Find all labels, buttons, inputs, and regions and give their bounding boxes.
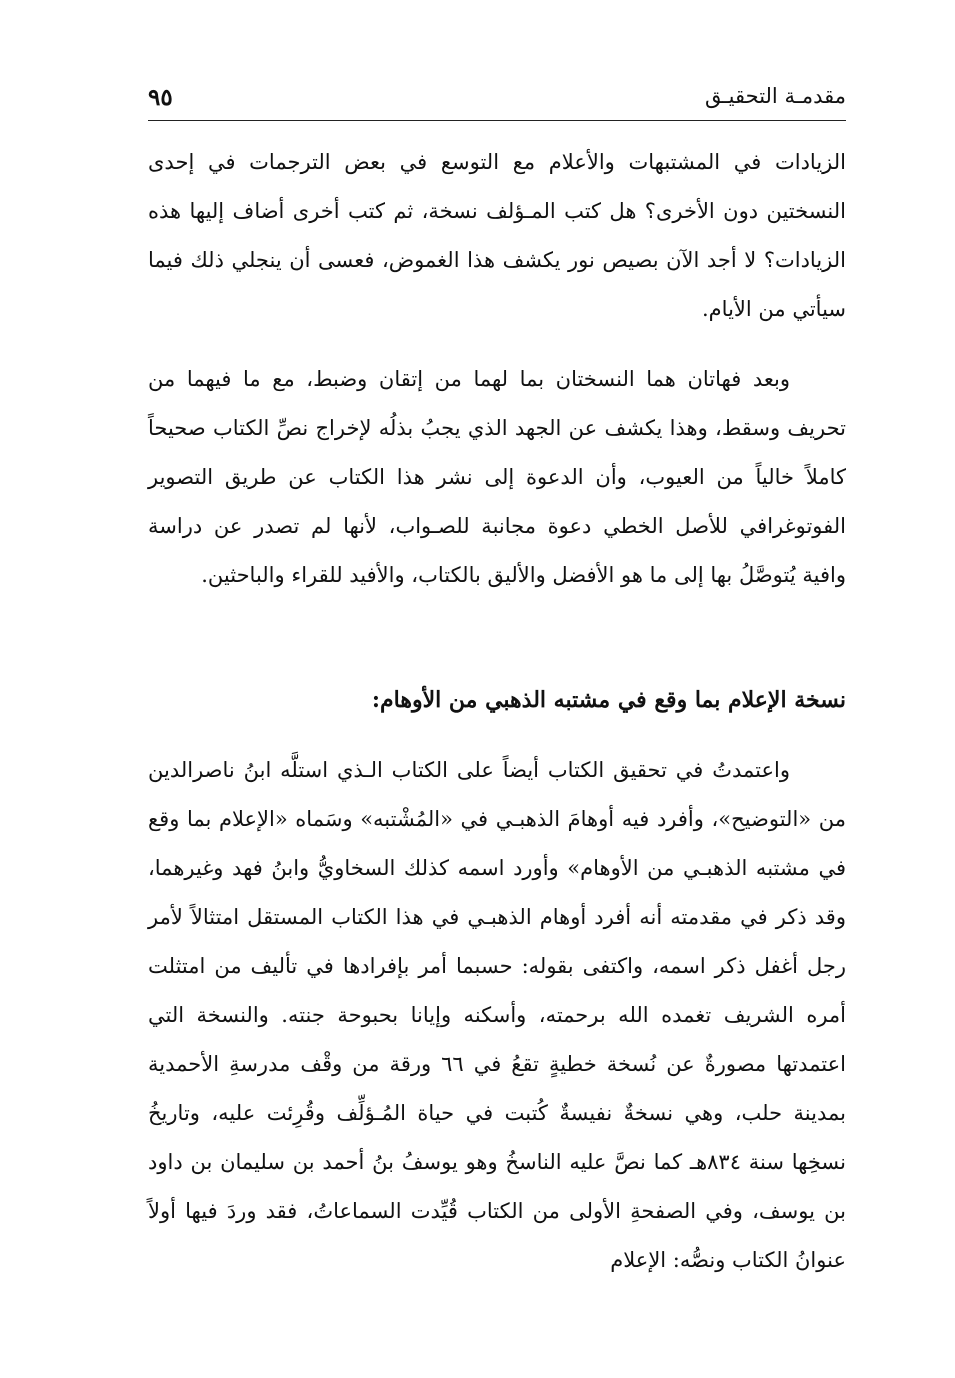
header-divider: [148, 120, 846, 121]
page-header: [148, 82, 846, 116]
paragraph-2-block: [148, 355, 846, 600]
running-title: مقدمـة التحقيـق: [705, 84, 846, 108]
section-heading-block: [148, 680, 846, 720]
paragraph-1: الزيادات في المشتبهات والأعلام مع التوسع في بعض الترجمات في إحدى النسختين دون الأخرى؟ هل كتب المـؤلف نسخة، ثم كتب أخرى أضاف إليها هذه الزيادات؟ لا أجد الآن بصيص نور يكشف هذا الغموض، فعسى أن ينجلي ذلك فيما سيأتي من الأيام.: [148, 150, 846, 321]
paragraph-2: وبعد فهاتان هما النسختان بما لهما من إتقان وضبط، مع ما فيهما من تحريف وسقط، وهذا يكشف عن الجهد الذي يجبُ بذلُه لإخراج نصِّ الكتاب صحيحاً كاملاً خالياً من العيوب، وأن الدعوة إلى نشر هذا الكتاب عن طريق التصوير الفوتوغرافي للأصل الخطي دعوة مجانبة للصـواب، لأنها لم تصدر عن دراسة وافية يُتوصَّلُ بها إلى ما هو الأفضل والأليق بالكتاب، والأفيد للقراء والباحثين.: [148, 367, 846, 587]
paragraph-3-block: [148, 746, 846, 1285]
page-number: ٩٥: [148, 84, 173, 111]
section-heading: نسخة الإعلام بما وقع في مشتبه الذهبي من الأوهام:: [371, 687, 846, 713]
paragraph-3: واعتمدتُ في تحقيق الكتاب أيضاً على الكتاب الـذي استلَّه ابنُ ناصرالدين من «التوضيح»، وأفرد فيه أوهامَ الذهبـي في «المُشْتبه» وسَماه «الإعلام بما وقع في مشتبه الذهبـي من الأوهام» وأورد اسمه كذلك السخاويُّ وابنُ فهد وغيرهما، وقد ذكر في مقدمته أنه أفرد أوهام الذهبـي في هذا الكتاب المستقل امتثالاً لأمر رجل أغفل ذكر اسمه، واكتفى بقوله: حسبما أمر بإفرادها في تأليف من امتثلت أمره الشريف تغمده الله برحمته، وأسكنه وإيانا بحبوحة جنته. والنسخة التي اعتمدتها مصورةٌ عن نُسخة خطيةٍ تقعُ في ٦٦ ورقة من وقْف مدرسةِ الأحمدية بمدينة حلب، وهي نسخةٌ نفيسةٌ كُتبت في حياة المُـؤلِّف وقُرِئت عليه، وتاريخُ نسخِها سنة ٨٣٤هـ كما نصَّ عليه الناسخُ وهو يوسفُ بنُ أحمد بن سليمان بن داود بن يوسف، وفي الصفحةِ الأولى من الكتاب قُيِّدت السماعاتُ، فقد وردَ فيها أولاً عنوانُ الكتاب ونصُّه: الإعلام: [148, 758, 846, 1272]
paragraph-1-block: [148, 138, 846, 334]
